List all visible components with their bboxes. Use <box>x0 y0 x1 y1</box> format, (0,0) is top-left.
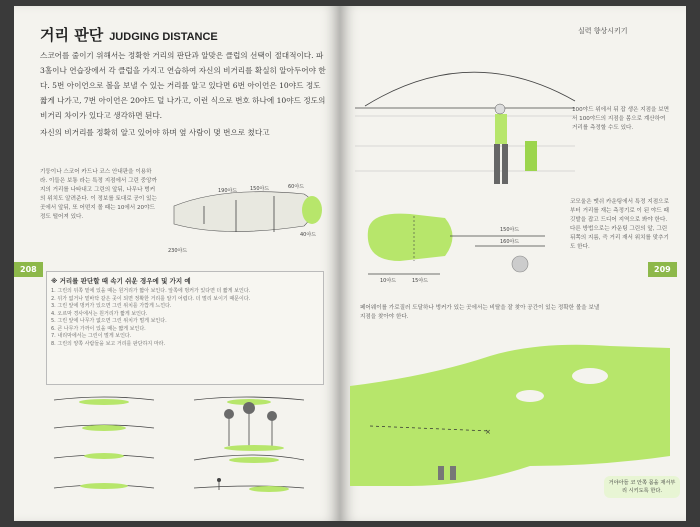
callout-text: 거야아들 코 안쪽 몸을 재서부리 시키도록 한다. <box>608 480 676 494</box>
tip-7: 7. 내리막에서는 그린이 멀게 보인다. <box>51 333 132 339</box>
tips-box <box>46 271 324 385</box>
label-150: 150야드 <box>250 186 270 192</box>
tips-list <box>51 288 319 348</box>
right-page <box>340 6 686 521</box>
illustration-7 <box>194 455 304 463</box>
title-english: JUDGING DISTANCE <box>109 31 218 43</box>
page-number: 209 <box>648 262 677 277</box>
page-title <box>40 24 218 45</box>
caption-mid: 코모울은 맷쉬 카운팅에서 특정 지점으로부터 거리를 재는 측정기로 이 된 야드 때 깃발을 잡고 드디어 지역으로 봐야 한다. 다른 방법으로는 카운팅 그린의 앞, 그린 뒤쪽의 지름, 즉 거리 재서 위치를 맞추기도 한다. <box>570 199 669 250</box>
tip-3: 3. 그린 앞에 벙커가 있으면 그린 위치를 가깝게 느낀다. <box>51 303 172 309</box>
label-60: 60야드 <box>288 184 305 190</box>
tips-title: ※ 거리를 판단할 때 속기 쉬운 경우에 및 가지 예 <box>51 277 191 285</box>
illustration-grid <box>44 388 324 513</box>
label-40: 40야드 <box>300 232 317 238</box>
body-text <box>40 48 330 142</box>
tip-8: 8. 그린의 양쪽 사람들을 보고 거리를 판단하지 마라. <box>51 340 166 347</box>
paragraph-1: 스코어를 줄이기 위해서는 정확한 거리의 판단과 알맞은 클럽의 선택이 절대적이다. 파 3홀이나 연습장에서 각 클럽을 가지고 연습하여 자신의 비거리를 확실히 알아두어야 한다. 5번 아이언으로 볼을 보낼 수 있는 거리를 알고 있다면 6번 아이언은 10야드 정도 짧게 나가고, 7번 아이언은 20야드 덜 나가고, 이런 식으로 번호 하나에 10야드 정도의 비거리 차이가 있다고 생각하면 된다. <box>40 51 326 120</box>
golfer-illustration <box>350 46 580 216</box>
note-text: 기둥이나 스코어 카드나 코스 안내판을 이용하라. 이들은 보통 라는 특정 지점에서 그린 중앙까지의 거리를 나타내고 그린의 앞뒤, 나무나 벙커의 위치도 알려준다. 이 정보를 토대로 공이 있는 곳에서 앞뒤, 또 어떤지 볼 때는 10에서 20야드 정도 떨어져 있다. <box>40 169 157 220</box>
tip-2: 2. 뒤가 없거나 밑바닥 같은 곳이 되면 정확한 거리를 알기 어렵다. 더 멀리 보이기 때문이다. <box>51 295 251 302</box>
label-15: 15야드 <box>412 278 429 284</box>
paragraph-2: 자신의 비거리를 정확히 알고 있어야 하며 옆 사람이 몇 번으로 쳤다고 <box>40 128 270 137</box>
tip-5: 5. 그린 앞에 나무가 없으면 그린 위치가 멀게 보인다. <box>51 318 167 324</box>
illustration-3 <box>54 453 154 459</box>
label-150: 150야드 <box>500 227 520 233</box>
page-number: 208 <box>14 262 43 277</box>
caption-top: 100야드 위에서 뒤 잡 생은 지점을 보면서 100야드의 지점을 몸으로 계산하여 거리를 측정할 수도 있다. <box>572 107 669 131</box>
svg-text:×: × <box>485 428 491 436</box>
yardage-diagram <box>164 166 334 256</box>
label-230: 230야드 <box>168 248 188 254</box>
label-10: 10야드 <box>380 278 397 284</box>
illustration-4 <box>54 483 154 489</box>
label-190: 190야드 <box>218 188 238 194</box>
callout-box <box>604 476 680 498</box>
tip-6: 6. 큰 나무가 가까이 있을 때는 짧게 보인다. <box>51 325 146 332</box>
illustration-6 <box>224 402 284 451</box>
running-head: 실력 향상시키기 <box>578 27 628 35</box>
illustration-8 <box>194 478 304 492</box>
left-page <box>14 6 340 521</box>
distance-diagram <box>350 206 550 286</box>
tip-1: 1. 그린의 뒤쪽 밑에 있을 때는 원거리가 짧아 보인다. 앞쪽에 벙커가 있다면 더 짧게 보인다. <box>51 288 251 294</box>
tip-4: 4. 오르막 경사에서는 원거리가 짧게 보인다. <box>51 310 148 317</box>
illustration-1 <box>54 397 154 405</box>
caption-bottom: 페어웨이를 가로질러 도달하나 벙커가 있는 곳에서는 비탈을 잘 찾아 공간이 있는 정확한 볼을 보낼 지점을 찾아야 한다. <box>360 305 600 320</box>
illustration-2 <box>54 425 154 431</box>
label-160: 160야드 <box>500 239 520 245</box>
title-korean: 거리 판단 <box>40 26 104 44</box>
